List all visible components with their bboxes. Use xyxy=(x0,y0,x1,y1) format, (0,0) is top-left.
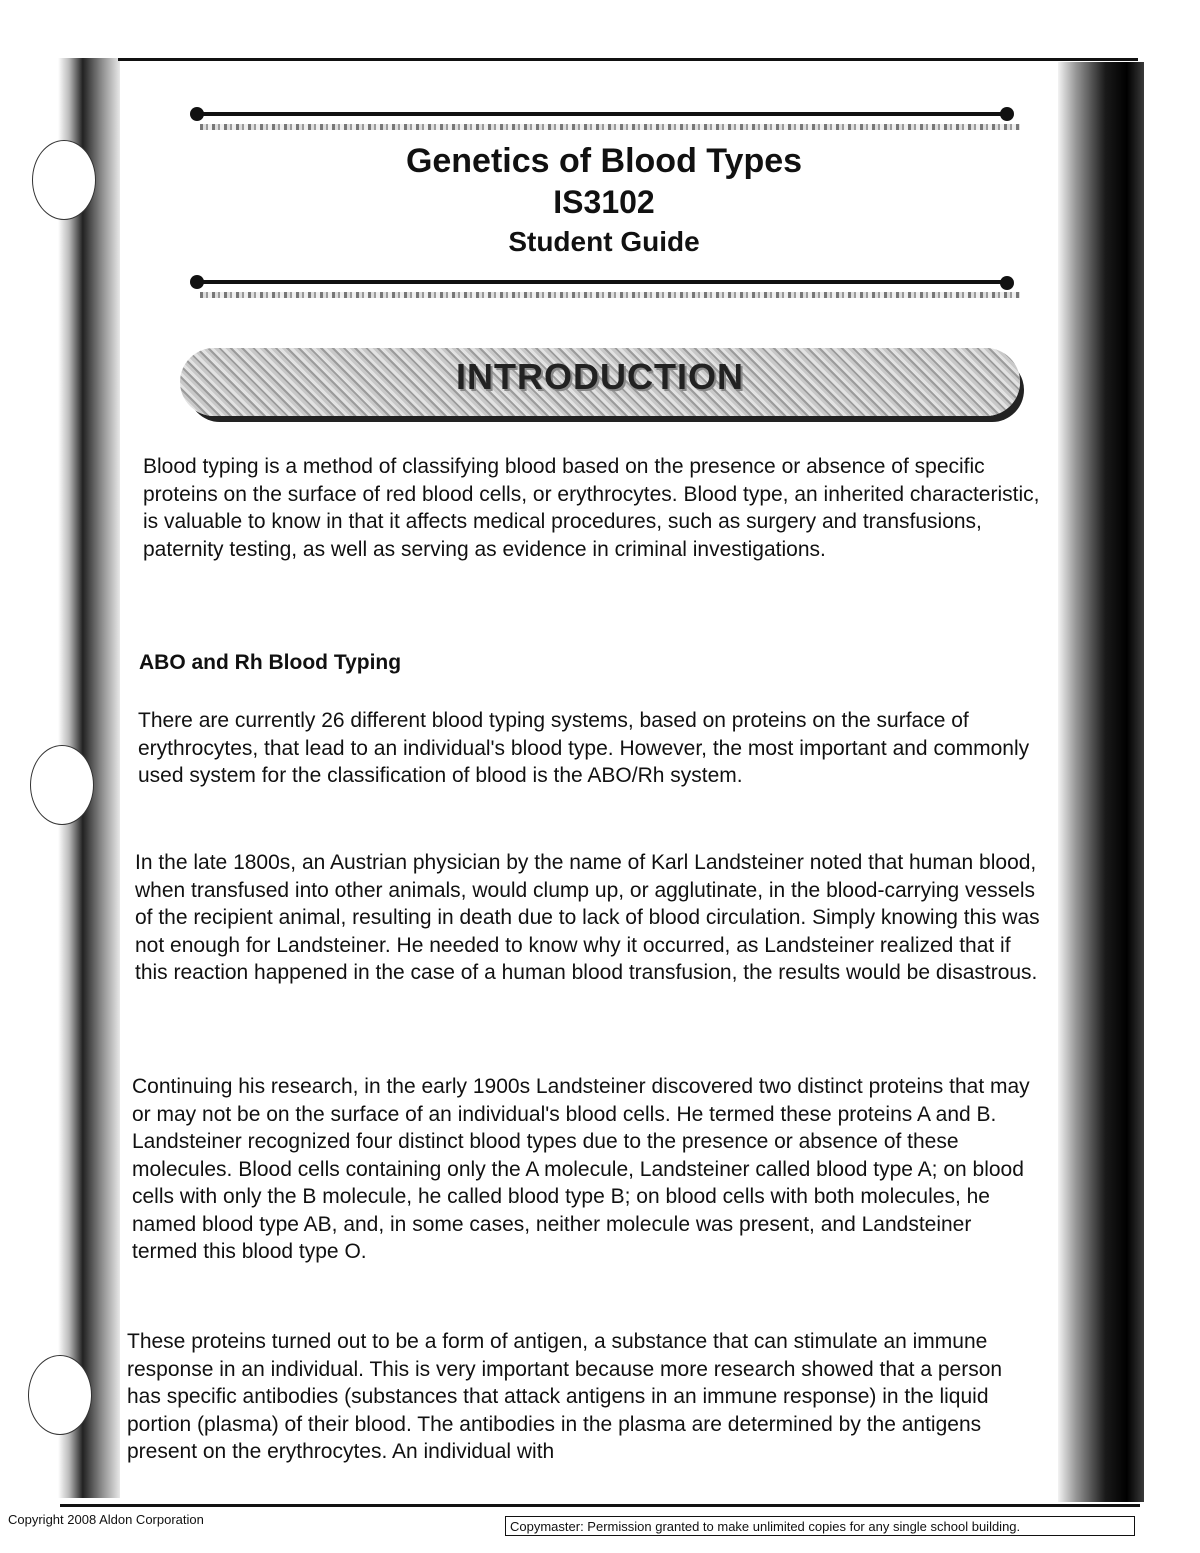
rule-endpoint-dot xyxy=(190,107,204,121)
page-title: Genetics of Blood Types xyxy=(405,142,803,180)
title-block xyxy=(196,140,1012,262)
intro-paragraph: Blood typing is a method of classifying blood based on the presence or absence of specific proteins on the surface of red blood cells, or erythrocytes. Blood type, an inherited characteristic, is valuable to know in that it affects medical procedures, such as surgery and transfusions, paternity testing, as well as serving as evidence in criminal investigations. xyxy=(143,455,1040,561)
page-subtitle: Student Guide xyxy=(508,226,700,257)
copyright-text: Copyright 2008 Aldon Corporation xyxy=(8,1512,204,1527)
page-bottom-border xyxy=(60,1504,1140,1507)
rule-shadow xyxy=(200,124,1020,130)
copymaster-notice: Copymaster: Permission granted to make unlimited copies for any single school building. xyxy=(505,1516,1135,1536)
binder-hole-middle xyxy=(30,745,94,825)
page-top-border xyxy=(118,58,1138,61)
banner-label: INTRODUCTION xyxy=(456,356,744,397)
binder-hole-bottom xyxy=(28,1355,92,1435)
rule-shadow xyxy=(200,292,1020,298)
body-paragraph: Continuing his research, in the early 1900s Landsteiner discovered two distinct proteins that may or may not be on the surface of an individual's blood cells. He termed these proteins A and B. Landsteiner recognized four distinct blood types due to the presence or absence of these molecules. Blood cells containing only the A molecule, Landsteiner called blood type A; on blood cells with only the B molecule, he called blood type B; on blood cells with both molecules, he named blood type AB, and, in some cases, neither molecule was present, and Landsteiner termed this blood type O. xyxy=(132,1075,1030,1263)
binder-hole-top xyxy=(32,140,96,220)
title-rule-top xyxy=(196,112,1012,116)
rule-endpoint-dot xyxy=(190,275,204,289)
title-rule-bottom xyxy=(196,280,1012,284)
body-paragraph: In the late 1800s, an Austrian physician by the name of Karl Landsteiner noted that human blood, when transfused into other animals, would clump up, or agglutinate, in the blood-carrying vessels of the recipient animal, resulting in death due to lack of blood circulation. Simply knowing this was not enough for Landsteiner. He needed to know why it occurred, as Landsteiner realized that if this reaction happened in the case of a human blood transfusion, the results would be disastrous. xyxy=(135,851,1040,984)
rule-endpoint-dot xyxy=(1000,276,1014,290)
right-scan-shadow xyxy=(1058,62,1144,1502)
body-paragraph: These proteins turned out to be a form of antigen, a substance that can stimulate an immune response in an individual. This is very important because more research showed that a person has specific antibodies (substances that attack antigens in an immune response) in the liquid portion (plasma) of their blood. The antibodies in the plasma are determined by the antigens present on the erythrocytes. An individual with xyxy=(127,1330,1003,1463)
section-heading: ABO and Rh Blood Typing xyxy=(139,651,402,674)
document-code: IS3102 xyxy=(553,184,655,220)
introduction-banner xyxy=(180,348,1020,416)
body-paragraph: There are currently 26 different blood typing systems, based on proteins on the surface of erythrocytes, that lead to an individual's blood type. However, the most important and commonly used system for the classification of blood is the ABO/Rh system. xyxy=(138,709,1030,787)
rule-endpoint-dot xyxy=(1000,107,1014,121)
